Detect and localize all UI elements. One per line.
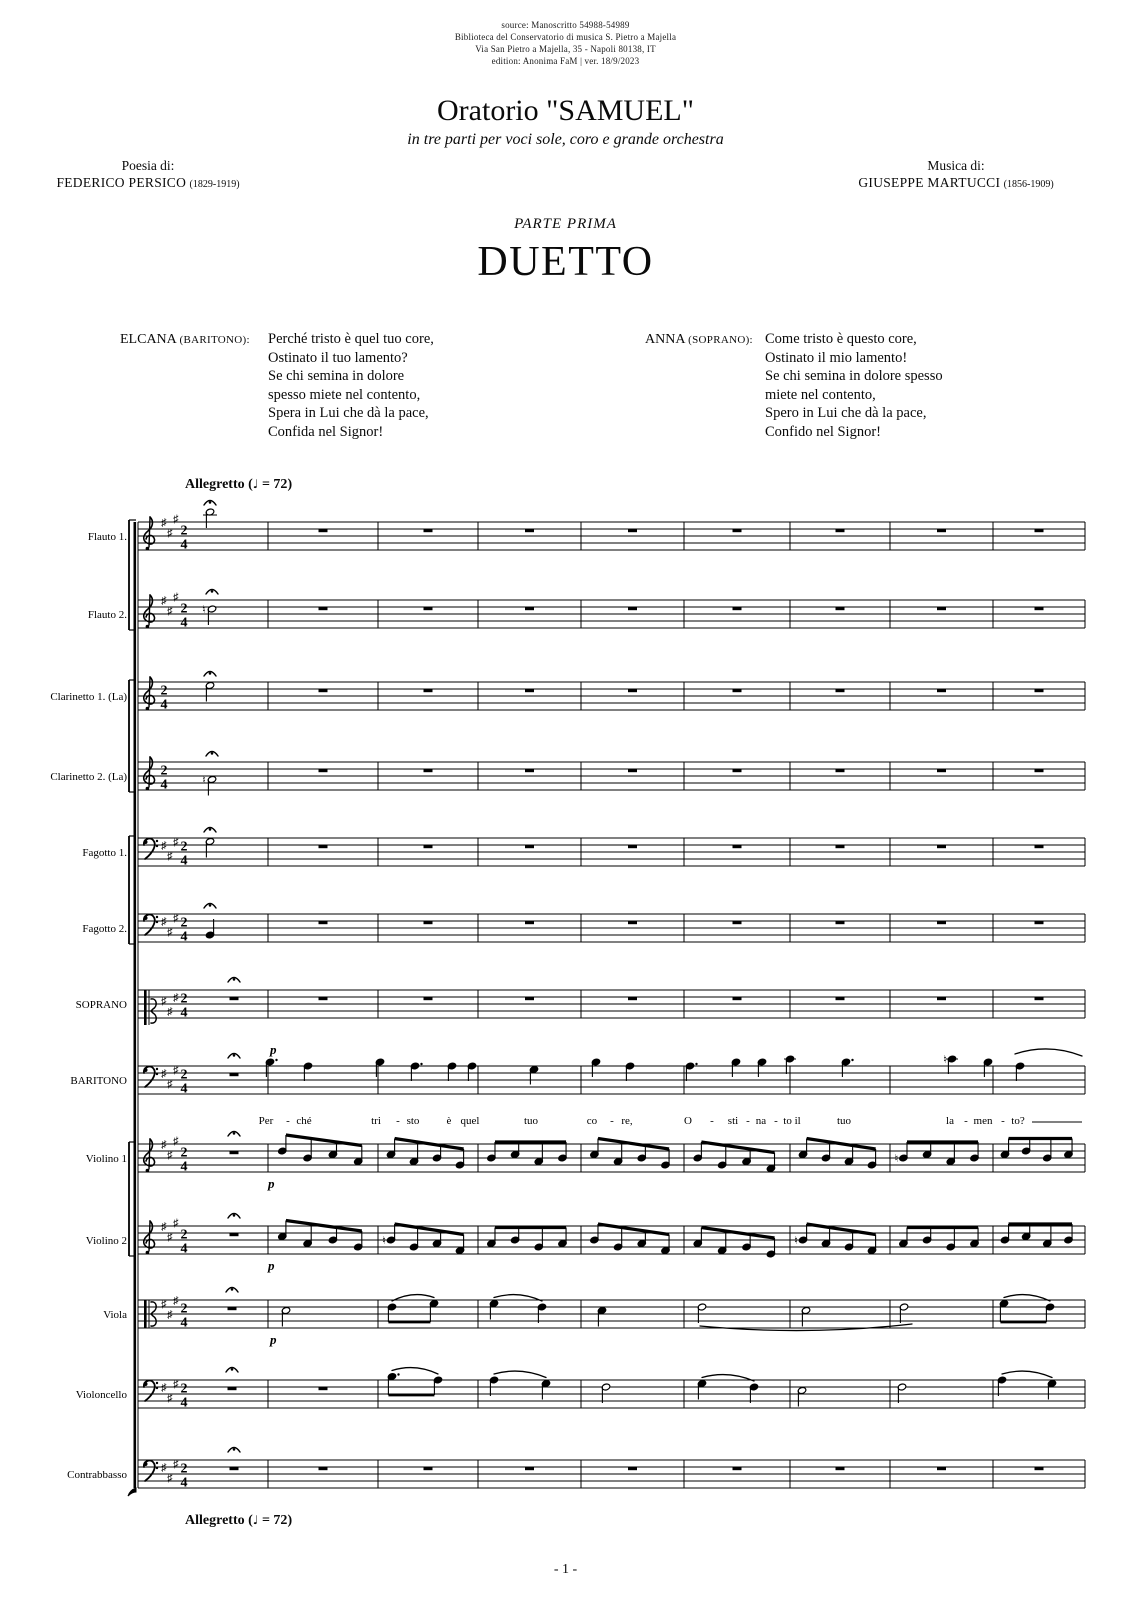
anna-line: miete nel contento,: [765, 386, 876, 403]
svg-text:♯: ♯: [173, 1064, 179, 1077]
svg-text:♯: ♯: [173, 591, 179, 604]
tempo-marking-bottom: Allegretto (♩ = 72): [185, 1513, 293, 1528]
svg-text:♯: ♯: [161, 840, 167, 852]
svg-text:♮: ♮: [382, 1235, 386, 1247]
anna-voice: (SOPRANO):: [688, 334, 753, 346]
svg-text:Flauto 2.: Flauto 2.: [87, 609, 127, 621]
svg-text:2: 2: [180, 1145, 188, 1161]
source-line: source: Manoscritto 54988-54989: [501, 20, 630, 30]
staff-flauto-2: [88, 590, 1085, 631]
elcana-speaker: ELCANA: [120, 332, 176, 347]
svg-text:♯: ♯: [161, 1139, 167, 1151]
anna-speaker: ANNA: [645, 332, 685, 347]
svg-text:co: co: [586, 1115, 598, 1127]
svg-text:4: 4: [180, 1395, 188, 1411]
staff-violino-2: [86, 1214, 1085, 1274]
svg-text:-: -: [964, 1115, 968, 1127]
svg-text:2: 2: [180, 523, 188, 539]
svg-text:♯: ♯: [161, 1462, 167, 1474]
elcana-line: Se chi semina in dolore: [268, 368, 405, 385]
svg-text:na: na: [755, 1115, 767, 1127]
svg-text:♯: ♯: [173, 1135, 179, 1148]
anna-line: Se chi semina in dolore spesso: [765, 368, 943, 385]
svg-text:to?: to?: [1011, 1115, 1025, 1127]
svg-text:♯: ♯: [161, 1221, 167, 1233]
svg-text:♯: ♯: [173, 1295, 179, 1307]
svg-text:-: -: [396, 1115, 400, 1127]
svg-text:2: 2: [160, 763, 168, 779]
elcana-lines: [268, 330, 434, 442]
staff-soprano: [76, 978, 1085, 1026]
svg-text:2: 2: [180, 1301, 188, 1317]
svg-text:-: -: [710, 1115, 714, 1127]
svg-text:sto: sto: [406, 1115, 420, 1127]
svg-text:quel: quel: [460, 1115, 480, 1127]
elcana-voice: (BARITONO):: [179, 334, 250, 346]
svg-text:Clarinetto 1. (La): Clarinetto 1. (La): [50, 691, 127, 703]
svg-text:4: 4: [160, 697, 168, 713]
svg-text:p: p: [270, 1332, 277, 1347]
svg-text:Fagotto 1.: Fagotto 1.: [82, 847, 127, 859]
svg-text:4: 4: [180, 1159, 188, 1175]
svg-text:-: -: [286, 1115, 290, 1127]
svg-text:♮: ♮: [794, 1235, 798, 1247]
svg-text:4: 4: [180, 1081, 188, 1097]
musica-label: Musica di:: [927, 158, 985, 173]
svg-text:Contrabbasso: Contrabbasso: [67, 1469, 127, 1481]
svg-text:♯: ♯: [161, 995, 167, 1008]
elcana-line: Ostinato il tuo lamento?: [268, 349, 408, 366]
elcana-line: Perché tristo è quel tuo core,: [268, 331, 434, 347]
movement-title: DUETTO: [477, 239, 654, 285]
tempo-marking-top: Allegretto (♩ = 72): [185, 477, 293, 492]
svg-text:2: 2: [160, 683, 168, 699]
work-subtitle: in tre parti per voci sole, coro e grande orchestra: [407, 131, 724, 148]
svg-text:♯: ♯: [167, 1392, 173, 1405]
svg-text:♮: ♮: [202, 604, 206, 616]
svg-text:4: 4: [160, 777, 168, 793]
anna-line: Spero in Lui che dà la pace,: [765, 405, 927, 422]
svg-text:p: p: [270, 1042, 277, 1057]
svg-text:♯: ♯: [167, 1472, 173, 1485]
svg-text:sti: sti: [727, 1115, 739, 1127]
svg-text:men: men: [973, 1115, 993, 1127]
svg-text:tuo: tuo: [523, 1115, 539, 1127]
composer-years: (1856-1909): [1003, 179, 1054, 190]
svg-text:-: -: [1001, 1115, 1005, 1127]
system-brace: [128, 520, 138, 1496]
svg-text:♯: ♯: [173, 1458, 179, 1471]
svg-text:4: 4: [180, 929, 188, 945]
svg-text:Clarinetto 2. (La): Clarinetto 2. (La): [50, 771, 127, 783]
svg-text:4: 4: [180, 1315, 188, 1331]
staff-clarinetto-1-la: [50, 672, 1085, 713]
svg-text:♯: ♯: [173, 1378, 179, 1391]
svg-text:-: -: [774, 1115, 778, 1127]
svg-text:tuo: tuo: [836, 1115, 852, 1127]
svg-text:2: 2: [180, 839, 188, 855]
staff-flauto-1: [88, 501, 1085, 553]
svg-text:♯: ♯: [167, 850, 173, 863]
svg-text:2: 2: [180, 1461, 188, 1477]
staff-clarinetto-2-la: [50, 752, 1085, 796]
elcana-line: spesso miete nel contento,: [268, 386, 421, 403]
svg-text:è: è: [446, 1115, 452, 1127]
anna-lines: [765, 330, 943, 442]
poet-name: FEDERICO PERSICO: [56, 175, 187, 190]
svg-text:-: -: [610, 1115, 614, 1127]
page-number: - 1 -: [553, 1562, 578, 1577]
svg-text:4: 4: [180, 1475, 188, 1491]
anna-line: Confido nel Signor!: [765, 423, 881, 440]
library-line: Biblioteca del Conservatorio di musica S. Pietro a Majella: [454, 32, 677, 42]
svg-text:BARITONO: BARITONO: [70, 1075, 127, 1087]
svg-text:♯: ♯: [161, 1382, 167, 1394]
svg-text:Viola: Viola: [103, 1309, 127, 1321]
svg-text:Violino 2: Violino 2: [85, 1235, 127, 1247]
composer-name: GIUSEPPE MARTUCCI: [858, 175, 1001, 190]
svg-text:Per: Per: [258, 1115, 274, 1127]
part-label: PARTE PRIMA: [514, 216, 617, 232]
svg-text:♯: ♯: [161, 517, 167, 529]
svg-text:♯: ♯: [167, 605, 173, 618]
elcana-line: Confida nel Signor!: [268, 423, 384, 440]
elcana-line: Spera in Lui che dà la pace,: [268, 405, 429, 422]
svg-text:SOPRANO: SOPRANO: [75, 999, 127, 1011]
svg-text:2: 2: [180, 1227, 188, 1243]
svg-text:2: 2: [180, 915, 188, 931]
svg-text:p: p: [268, 1176, 275, 1191]
anna-label: [645, 332, 753, 348]
svg-text:4: 4: [180, 853, 188, 869]
anna-line: Come tristo è questo core,: [765, 331, 917, 347]
staff-viola: [103, 1288, 1085, 1348]
svg-text:2: 2: [180, 1067, 188, 1083]
poesia-label: Poesia di:: [121, 158, 175, 173]
svg-text:-: -: [746, 1115, 750, 1127]
anna-line: Ostinato il mio lamento!: [765, 349, 908, 366]
svg-text:♯: ♯: [173, 836, 179, 849]
svg-text:4: 4: [180, 615, 188, 631]
staff-violoncello: [76, 1368, 1085, 1411]
svg-text:4: 4: [180, 537, 188, 553]
svg-text:♮: ♮: [202, 774, 206, 787]
svg-text:p: p: [268, 1258, 275, 1273]
svg-text:to il: to il: [783, 1115, 801, 1127]
svg-text:♯: ♯: [161, 1068, 167, 1080]
svg-text:♯: ♯: [173, 513, 179, 526]
edition-line: edition: Anonima FaM | ver. 18/9/2023: [491, 56, 640, 66]
svg-text:♯: ♯: [161, 595, 167, 607]
svg-text:♯: ♯: [167, 527, 173, 540]
elcana-label: [120, 332, 250, 348]
svg-text:♯: ♯: [161, 1298, 167, 1311]
staff-contrabbasso: [67, 1448, 1085, 1491]
composer-credit: [836, 157, 1076, 193]
staff-fagotto-2: [82, 904, 1085, 945]
svg-text:re,: re,: [621, 1115, 633, 1127]
svg-text:2: 2: [180, 991, 188, 1007]
svg-text:♯: ♯: [161, 916, 167, 928]
svg-text:Violino 1: Violino 1: [85, 1153, 127, 1165]
address-line: Via San Pietro a Majella, 35 - Napoli 80138, IT: [475, 44, 656, 54]
svg-text:♯: ♯: [167, 926, 173, 939]
svg-text:Fagotto 2.: Fagotto 2.: [82, 923, 127, 935]
svg-text:2: 2: [180, 1381, 188, 1397]
svg-text:♯: ♯: [167, 1078, 173, 1091]
svg-text:ché: ché: [296, 1115, 312, 1127]
svg-text:Flauto 1.: Flauto 1.: [87, 531, 127, 543]
svg-text:♯: ♯: [173, 912, 179, 925]
svg-text:♯: ♯: [167, 1231, 173, 1244]
svg-text:♮: ♮: [943, 1054, 947, 1066]
svg-text:♯: ♯: [167, 1149, 173, 1162]
svg-text:tri: tri: [371, 1115, 381, 1127]
svg-text:♯: ♯: [173, 992, 179, 1004]
svg-text:la: la: [946, 1115, 954, 1127]
svg-text:♯: ♯: [173, 1217, 179, 1230]
poet-years: (1829-1919): [189, 179, 240, 190]
svg-text:4: 4: [180, 1241, 188, 1257]
staff-fagotto-1: [82, 828, 1085, 869]
svg-text:Violoncello: Violoncello: [75, 1389, 127, 1401]
staff-baritono: [70, 1042, 1085, 1127]
staff-violino-1: [86, 1132, 1085, 1192]
work-title: Oratorio "SAMUEL": [437, 94, 694, 127]
svg-text:2: 2: [180, 601, 188, 617]
svg-text:O: O: [684, 1115, 692, 1127]
svg-text:♯: ♯: [167, 1309, 173, 1321]
svg-text:4: 4: [180, 1005, 188, 1021]
poet-credit: [40, 157, 256, 193]
svg-text:♯: ♯: [167, 1006, 173, 1018]
svg-text:♮: ♮: [894, 1153, 899, 1165]
